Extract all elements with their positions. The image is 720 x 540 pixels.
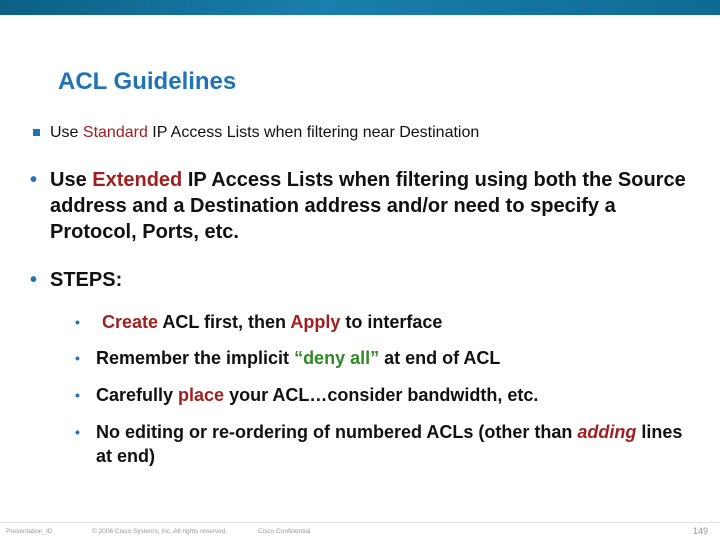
- round-bullet-icon: •: [75, 387, 80, 403]
- step-item: [75, 420, 696, 468]
- step-keyword: adding: [577, 422, 637, 442]
- footer-confidential: Cisco Confidential: [258, 528, 311, 535]
- subtitle-line: [33, 124, 479, 142]
- footer-divider: [0, 522, 720, 523]
- step-part: Remember the implicit: [96, 348, 295, 368]
- step-part: your ACL…consider bandwidth, etc.: [224, 385, 539, 405]
- footer-presentation-id: Presentation_ID: [6, 528, 53, 535]
- round-bullet-icon: •: [30, 169, 38, 191]
- top-banner-bar: [0, 0, 720, 15]
- steps-label: STEPS:: [50, 269, 123, 291]
- footer-page-number: 149: [692, 526, 708, 536]
- round-bullet-icon: •: [30, 269, 38, 291]
- step-keyword: Create: [102, 312, 159, 332]
- round-bullet-icon: •: [75, 350, 80, 366]
- subtitle-text: [33, 124, 479, 141]
- bullet-text: [50, 167, 690, 245]
- step-text: [102, 310, 702, 334]
- step-part: at end of ACL: [379, 348, 501, 368]
- square-bullet-icon: [33, 129, 40, 136]
- bullet-extended: [30, 167, 690, 245]
- step-item: [75, 383, 696, 407]
- subtitle-keyword: Standard: [82, 124, 148, 141]
- slide-title: ACL Guidelines: [58, 68, 237, 95]
- subtitle-part: Use: [50, 124, 83, 141]
- step-text: [96, 346, 696, 370]
- step-part: lines at end): [96, 422, 683, 466]
- bullet-part: Use: [50, 169, 93, 191]
- step-part: ACL first, then: [158, 312, 291, 332]
- footer-copyright: © 2006 Cisco Systems, Inc. All rights reserved.: [92, 528, 228, 535]
- round-bullet-icon: •: [75, 424, 80, 440]
- step-text: [96, 420, 696, 468]
- bullet-steps: [30, 267, 690, 293]
- bullet-part: IP Access Lists when filtering using both the Source address and a Destination address and/or need to specify a Protocol, Ports, etc.: [50, 169, 686, 243]
- subtitle-part: IP Access Lists when filtering near Destination: [147, 124, 480, 141]
- step-part: to interface: [340, 312, 443, 332]
- step-item: [75, 310, 702, 334]
- step-part: Carefully: [96, 385, 179, 405]
- footer: [0, 528, 720, 540]
- step-part: No editing or re-ordering of numbered ACLs (other than: [96, 422, 578, 442]
- bullet-keyword: Extended: [92, 169, 183, 191]
- step-keyword: Apply: [290, 312, 341, 332]
- step-item: [75, 346, 696, 370]
- step-text: [96, 383, 696, 407]
- round-bullet-icon: •: [75, 314, 80, 330]
- step-keyword: place: [178, 385, 225, 405]
- step-keyword: “deny all”: [294, 348, 380, 368]
